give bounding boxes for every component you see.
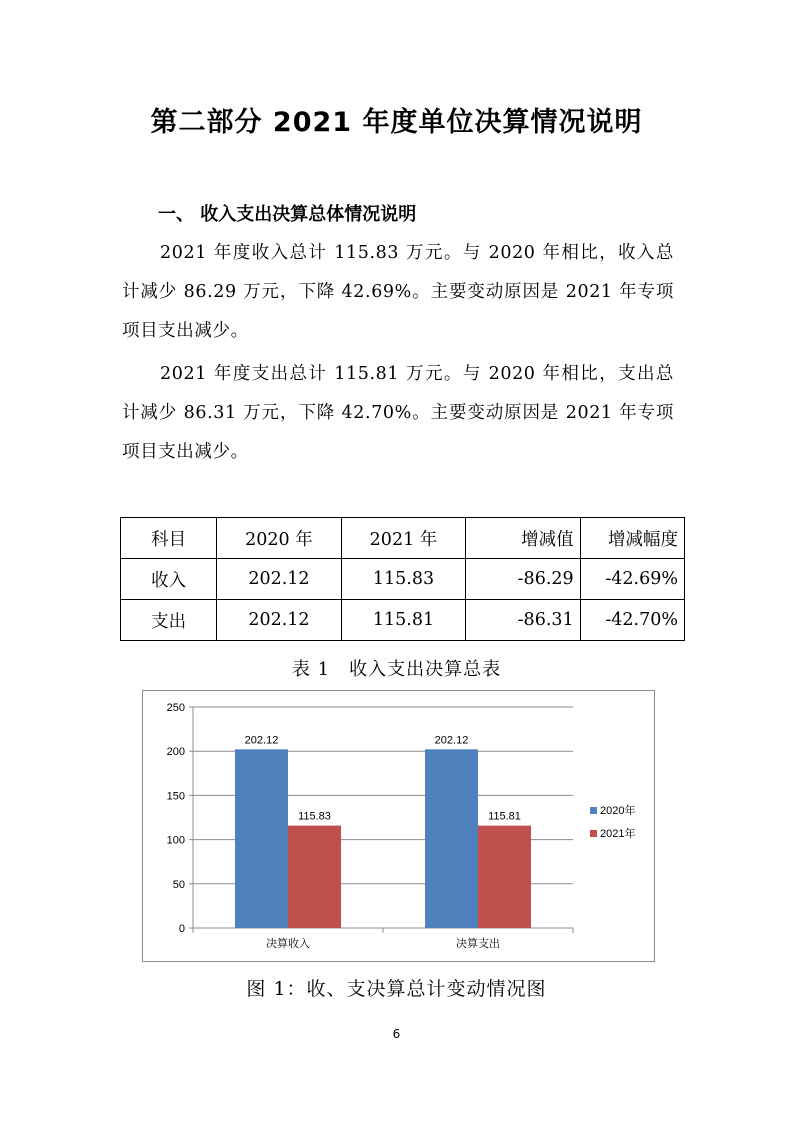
table-cell: 202.12 bbox=[217, 600, 342, 641]
page-number: 6 bbox=[392, 1027, 401, 1041]
table-cell: 202.12 bbox=[217, 559, 342, 600]
table-header-cell: 2020 年 bbox=[217, 518, 342, 559]
income-paragraph: 2021 年度收入总计 115.83 万元。与 2020 年相比，收入总计减少 86.29 万元，下降 42.69%。主要变动原因是 2021 年专项项目支出减少。 bbox=[122, 243, 674, 341]
table-header-cell: 增减幅度 bbox=[580, 518, 684, 559]
bar-data-label: 115.83 bbox=[298, 810, 331, 823]
y-tick-label: 200 bbox=[166, 746, 185, 759]
table-cell: 支出 bbox=[121, 600, 217, 641]
table-header-cell: 科目 bbox=[121, 518, 217, 559]
table-row bbox=[121, 559, 685, 600]
bar bbox=[288, 826, 341, 928]
y-tick-label: 50 bbox=[172, 878, 185, 891]
y-tick-label: 100 bbox=[166, 834, 185, 847]
legend-swatch bbox=[590, 807, 597, 814]
y-tick-label: 150 bbox=[166, 790, 185, 803]
expenditure-paragraph: 2021 年度支出总计 115.81 万元。与 2020 年相比，支出总计减少 86.31 万元，下降 42.70%。主要变动原因是 2021 年专项项目支出减少。 bbox=[122, 364, 674, 462]
table-cell: 115.83 bbox=[341, 559, 466, 600]
legend-swatch bbox=[590, 830, 597, 837]
figure-caption: 图 1：收、支决算总计变动情况图 bbox=[246, 978, 547, 1000]
table-header-row bbox=[121, 518, 685, 559]
bar-data-label: 115.81 bbox=[488, 810, 521, 823]
bar-data-label: 202.12 bbox=[244, 734, 279, 747]
x-tick-label: 决算收入 bbox=[266, 938, 310, 950]
table-cell: 收入 bbox=[121, 559, 217, 600]
table-caption: 表 1 收入支出决算总表 bbox=[291, 659, 502, 680]
bar-chart bbox=[142, 690, 655, 962]
summary-table bbox=[120, 517, 685, 641]
legend-label: 2020年 bbox=[600, 805, 636, 817]
bar-data-label: 202.12 bbox=[434, 734, 469, 747]
bar-chart-svg bbox=[143, 691, 654, 961]
y-tick-label: 0 bbox=[178, 923, 185, 935]
table-header-cell: 增减值 bbox=[466, 518, 580, 559]
bar bbox=[235, 749, 288, 928]
x-tick-label: 决算支出 bbox=[456, 938, 500, 950]
table-cell: -86.31 bbox=[466, 600, 580, 641]
table-cell: 115.81 bbox=[341, 600, 466, 641]
bar bbox=[425, 749, 478, 928]
table-cell: -42.70% bbox=[580, 600, 684, 641]
section-heading: 一、 收入支出决算总体情况说明 bbox=[158, 204, 417, 225]
table-cell: -42.69% bbox=[580, 559, 684, 600]
table-cell: -86.29 bbox=[466, 559, 580, 600]
table-row bbox=[121, 600, 685, 641]
bar bbox=[478, 826, 531, 928]
page-title: 第二部分 2021 年度单位决算情况说明 bbox=[150, 107, 643, 138]
table-header-cell: 2021 年 bbox=[341, 518, 466, 559]
y-tick-label: 250 bbox=[166, 702, 185, 714]
legend-label: 2021年 bbox=[600, 828, 636, 840]
